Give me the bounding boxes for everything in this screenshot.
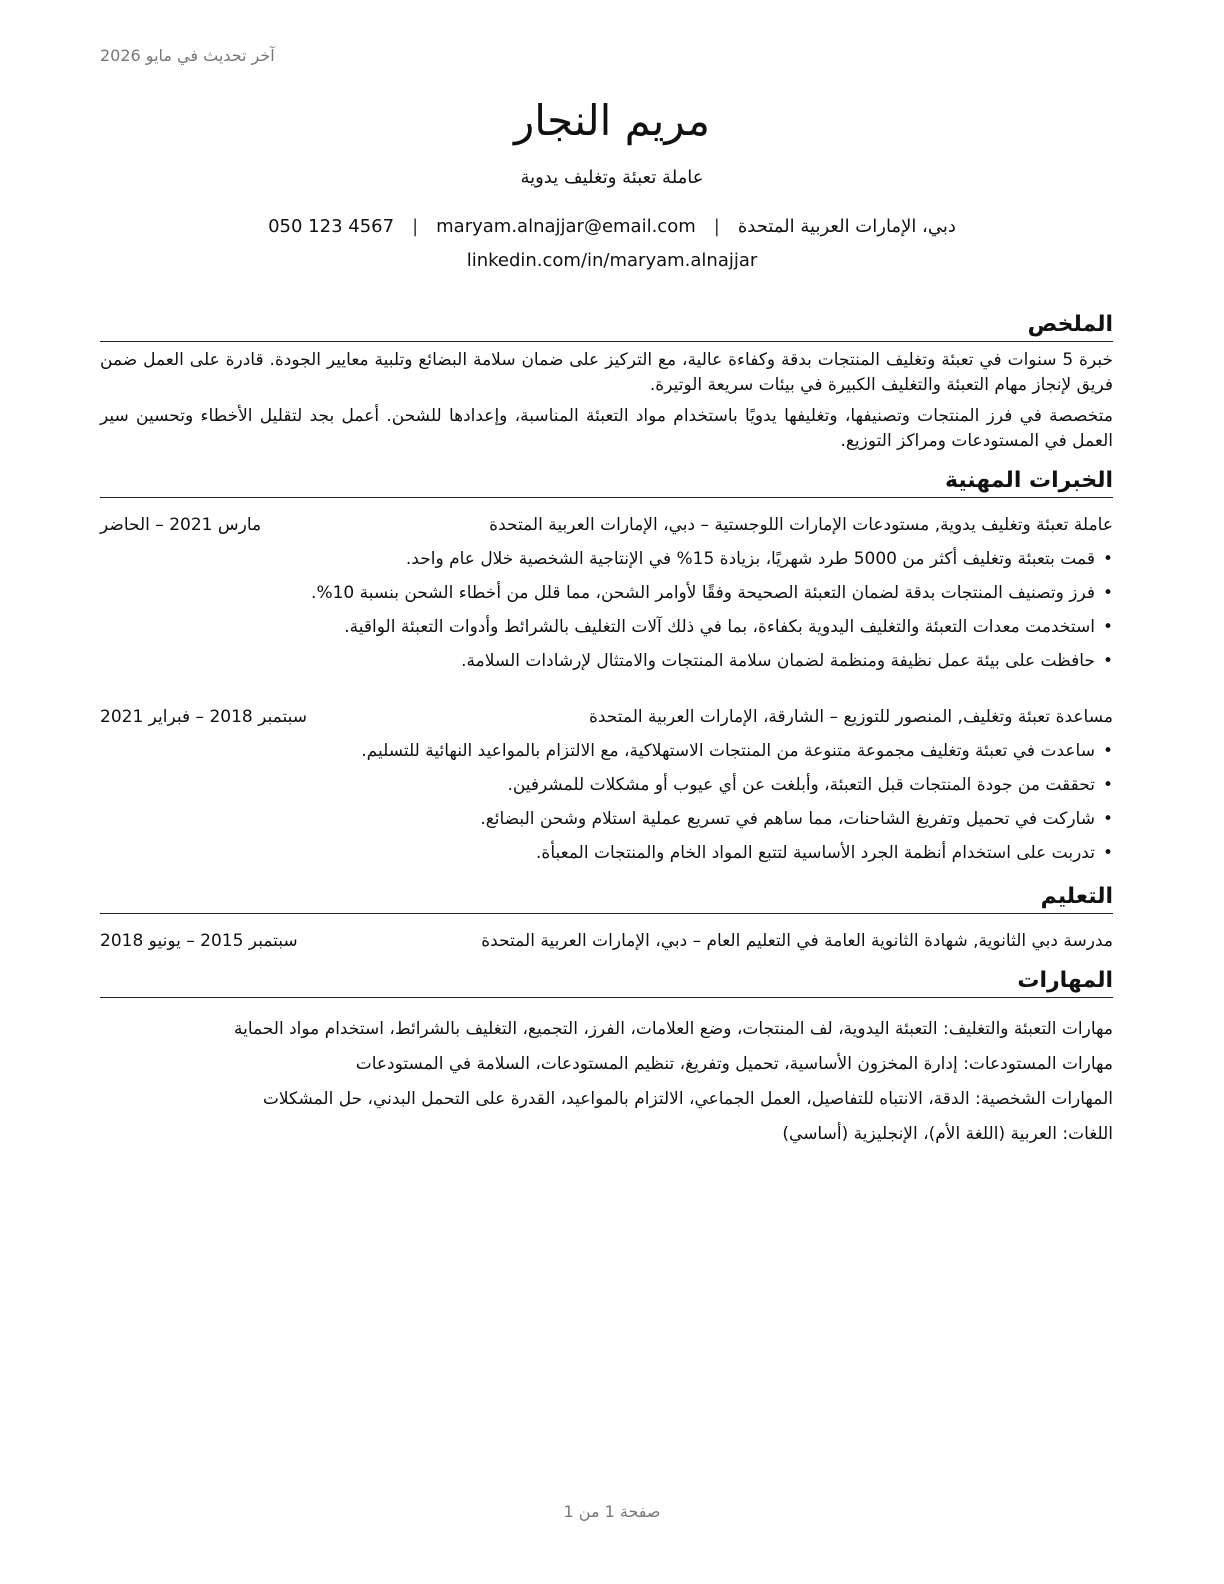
skill-line: مهارات المستودعات: إدارة المخزون الأساسية، تحميل وتفريغ، تنظيم المستودعات، السلامة في المستودعات [355, 1054, 1113, 1074]
contact-row [100, 210, 1124, 244]
bullet-text: فرز وتصنيف المنتجات بدقة لضمان التعبئة الصحيحة وفقًا لأوامر الشحن، مما قلل من أخطاء الشحن بنسبة 10%. [311, 583, 1095, 603]
skills-section [100, 966, 1113, 1152]
bullet-icon: • [1102, 809, 1113, 829]
bullet-icon: • [1102, 651, 1113, 671]
bullet-text: تحققت من جودة المنتجات قبل التعبئة، وأبلغت عن أي عيوب أو مشكلات للمشرفين. [507, 775, 1095, 795]
education-dates: سبتمبر 2015 – يونيو 2018 [100, 931, 298, 951]
job-role: مساعدة تعبئة وتغليف, المنصور للتوزيع – الشارقة، الإمارات العربية المتحدة [588, 707, 1113, 727]
bullet-icon: • [1102, 617, 1113, 637]
location-text: دبي، الإمارات العربية المتحدة [737, 216, 956, 237]
contact-info [100, 210, 1124, 278]
contact-row-linkedin [100, 244, 1124, 278]
job-dates: مارس 2021 – الحاضر [100, 515, 262, 535]
job-entry [100, 512, 1113, 678]
job-role: عاملة تعبئة وتغليف يدوية, مستودعات الإمارات اللوجستية – دبي، الإمارات العربية المتحدة [489, 515, 1113, 535]
bullet-text: شاركت في تحميل وتفريغ الشاحنات، مما ساهم في تسريع عملية استلام وشحن البضائع. [480, 809, 1095, 829]
summary-paragraph: خبرة 5 سنوات في تعبئة وتغليف المنتجات بدقة وكفاءة عالية، مع التركيز على ضمان سلامة البضائع وتلبية معايير الجودة. قادرة على العمل ضمن فريق لإنجاز مهام التعبئة والتغليف الكبيرة في بيئات سريعة الوتيرة. [100, 350, 1113, 395]
skill-line: المهارات الشخصية: الدقة، الانتباه للتفاصيل، العمل الجماعي، الالتزام بالمواعيد، القدرة على التحمل البدني، حل المشكلات [262, 1089, 1113, 1109]
list-item [100, 734, 1113, 768]
list-item [100, 542, 1113, 576]
list-item [100, 576, 1113, 610]
experience-section [100, 466, 1113, 870]
education-school: مدرسة دبي الثانوية, شهادة الثانوية العامة في التعليم العام – دبي، الإمارات العربية المتحدة [481, 931, 1113, 951]
bullet-icon: • [1102, 843, 1113, 863]
phone-number: 050 123 4567 [268, 216, 395, 237]
job-bullets [100, 542, 1113, 678]
candidate-job-title: عاملة تعبئة وتغليف يدوية [520, 167, 704, 188]
linkedin-link[interactable]: linkedin.com/in/maryam.alnajjar [466, 250, 758, 271]
skill-line: مهارات التعبئة والتغليف: التعبئة اليدوية، لف المنتجات، وضع العلامات، الفرز، التجميع، التغليف بالشرائط، استخدام مواد الحماية [233, 1019, 1113, 1039]
summary-paragraph: متخصصة في فرز المنتجات وتصنيفها، وتغليفها يدويًا باستخدام مواد التعبئة المناسبة، وإعدادها للشحن. أعمل بجد لتقليل الأخطاء وتحسين سير العمل في المستودعات ومراكز التوزيع. [100, 406, 1113, 451]
page-number: صفحة 1 من 1 [563, 1502, 661, 1521]
bullet-icon: • [1102, 741, 1113, 761]
bullet-text: قمت بتعبئة وتغليف أكثر من 5000 طرد شهريًا، بزيادة 15% في الإنتاجية الشخصية خلال عام واحد. [405, 549, 1095, 569]
bullet-icon: • [1102, 775, 1113, 795]
skill-line: اللغات: العربية (اللغة الأم)، الإنجليزية (أساسي) [782, 1124, 1113, 1144]
job-entry [100, 704, 1113, 870]
bullet-text: حافظت على بيئة عمل نظيفة ومنظمة لضمان سلامة المنتجات والامتثال لإرشادات السلامة. [461, 651, 1095, 671]
resume-body [100, 310, 1113, 1152]
section-heading-experience: الخبرات المهنية [100, 466, 1113, 498]
list-item [100, 802, 1113, 836]
bullet-text: تدربت على استخدام أنظمة الجرد الأساسية لتتبع المواد الخام والمنتجات المعبأة. [536, 843, 1095, 863]
email-link[interactable]: maryam.alnajjar@email.com [436, 216, 696, 237]
section-heading-skills: المهارات [100, 966, 1113, 998]
list-item [100, 610, 1113, 644]
resume-header [100, 92, 1124, 278]
job-bullets [100, 734, 1113, 870]
list-item [100, 768, 1113, 802]
education-entry [100, 928, 1113, 954]
list-item [100, 644, 1113, 678]
job-header [100, 704, 1113, 730]
contact-separator: | [713, 216, 720, 237]
job-dates: سبتمبر 2018 – فبراير 2021 [100, 707, 307, 727]
education-section [100, 882, 1113, 954]
candidate-name: مريم النجار [514, 96, 710, 145]
list-item [100, 836, 1113, 870]
section-heading-education: التعليم [100, 882, 1113, 914]
last-updated-note: آخر تحديث في مايو 2026 [100, 46, 275, 65]
bullet-icon: • [1102, 583, 1113, 603]
bullet-icon: • [1102, 549, 1113, 569]
summary-section [100, 310, 1113, 454]
skills-list [100, 1012, 1113, 1152]
contact-separator: | [412, 216, 419, 237]
section-heading-summary: الملخص [100, 310, 1113, 342]
bullet-text: استخدمت معدات التعبئة والتغليف اليدوية بكفاءة، بما في ذلك آلات التغليف بالشرائط وأدوات التعبئة الواقية. [344, 617, 1095, 637]
bullet-text: ساعدت في تعبئة وتغليف مجموعة متنوعة من المنتجات الاستهلاكية، مع الالتزام بالمواعيد النهائية للتسليم. [361, 741, 1095, 761]
job-header [100, 512, 1113, 538]
